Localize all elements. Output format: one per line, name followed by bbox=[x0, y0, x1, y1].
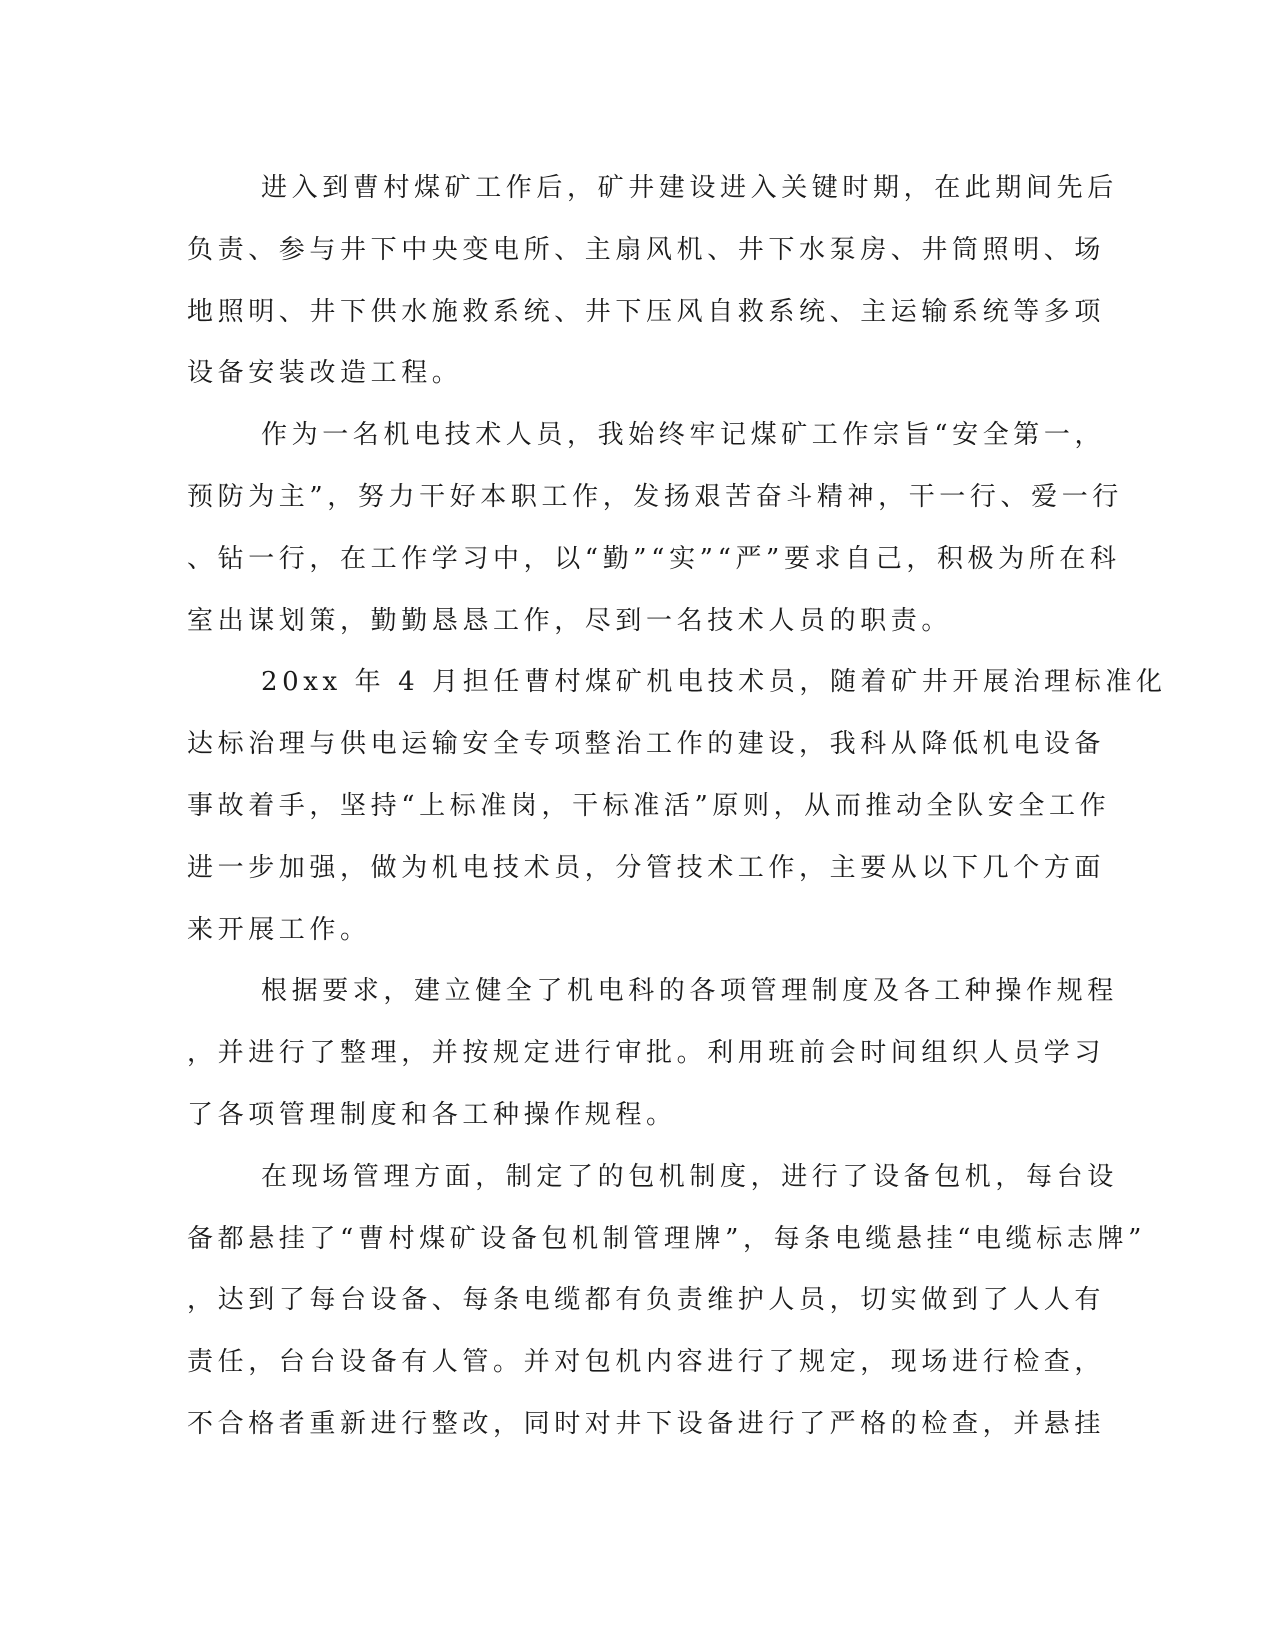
text-line: ，并进行了整理，并按规定进行审批。利用班前会时间组织人员学习 bbox=[187, 1038, 1106, 1069]
text-line: 负责、参与井下中央变电所、主扇风机、井下水泵房、井筒照明、场 bbox=[187, 234, 1106, 265]
text-line: 责任，台台设备有人管。并对包机内容进行了规定，现场进行检查， bbox=[187, 1347, 1106, 1378]
text-line: ，达到了每台设备、每条电缆都有负责维护人员，切实做到了人人有 bbox=[187, 1285, 1106, 1316]
text-line: 事故着手，坚持“上标准岗，干标准活”原则，从而推动全队安全工作 bbox=[187, 790, 1111, 821]
text-line: 根据要求，建立健全了机电科的各项管理制度及各工种操作规程 bbox=[261, 976, 1118, 1007]
text-line: 在现场管理方面，制定了的包机制度，进行了设备包机，每台设 bbox=[261, 1161, 1118, 1192]
text-line: 备都悬挂了“曹村煤矿设备包机制管理牌”，每条电缆悬挂“电缆标志牌” bbox=[187, 1223, 1146, 1254]
text-line: 20xx 年 4 月担任曹村煤矿机电技术员，随着矿井开展治理标准化 bbox=[261, 667, 1167, 698]
text-line: 来开展工作。 bbox=[187, 914, 371, 945]
document-body bbox=[187, 158, 1167, 1456]
text-line: 进入到曹村煤矿工作后，矿井建设进入关键时期，在此期间先后 bbox=[261, 173, 1118, 203]
text-line: 、钻一行，在工作学习中，以“勤”“实”“严”要求自己，积极为所在科 bbox=[187, 543, 1121, 574]
paragraph-3 bbox=[187, 652, 1167, 961]
paragraph-4 bbox=[187, 961, 1118, 1146]
paragraph-2 bbox=[187, 405, 1123, 652]
text-line: 不合格者重新进行整改，同时对井下设备进行了严格的检查，并悬挂 bbox=[187, 1408, 1106, 1439]
text-line: 室出谋划策，勤勤恳恳工作，尽到一名技术人员的职责。 bbox=[187, 605, 953, 636]
text-line: 作为一名机电技术人员，我始终牢记煤矿工作宗旨“安全第一， bbox=[261, 420, 1106, 451]
text-line: 了各项管理制度和各工种操作规程。 bbox=[187, 1099, 677, 1130]
text-line: 进一步加强，做为机电技术员，分管技术工作，主要从以下几个方面 bbox=[187, 852, 1106, 883]
text-line: 达标治理与供电运输安全专项整治工作的建设，我科从降低机电设备 bbox=[187, 729, 1106, 760]
text-line: 设备安装改造工程。 bbox=[187, 358, 463, 389]
text-line: 地照明、井下供水施救系统、井下压风自救系统、主运输系统等多项 bbox=[187, 296, 1106, 327]
paragraph-5 bbox=[187, 1147, 1146, 1456]
paragraph-1 bbox=[187, 158, 1118, 405]
text-line: 预防为主”，努力干好本职工作，发扬艰苦奋斗精神，干一行、爱一行 bbox=[187, 481, 1123, 512]
